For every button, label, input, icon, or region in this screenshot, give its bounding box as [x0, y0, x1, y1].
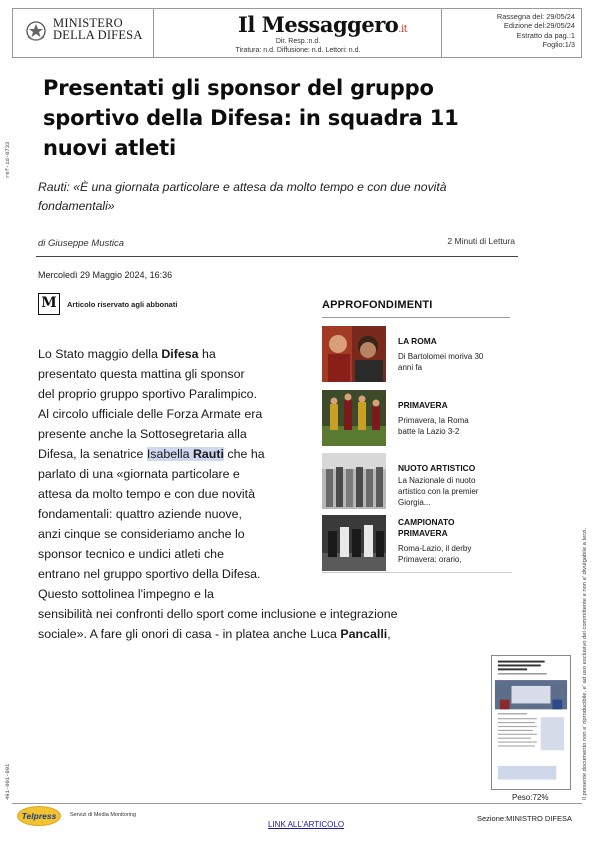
body-line: Lo Stato maggio della Difesa ha	[38, 347, 216, 361]
highlighted-name: Isabella Rauti	[146, 447, 224, 461]
weight-percentage: Peso:72%	[512, 793, 549, 802]
related-category: NUOTO ARTISTICO	[398, 463, 476, 473]
related-thumbnail	[322, 326, 386, 382]
approfondimenti-end-divider	[322, 572, 512, 573]
rassegna-date: Rassegna del: 29/05/24	[496, 12, 575, 21]
related-article-campionato[interactable]	[322, 515, 512, 571]
keyword-difesa: Difesa	[161, 347, 199, 361]
related-category: PRIMAVERA	[398, 400, 448, 410]
related-description: La Nazionale di nuoto artistico con la premier Giorgia...	[398, 476, 479, 507]
newspaper-logo	[238, 12, 407, 37]
footer-divider	[12, 803, 582, 804]
keyword-pancalli: Pancalli	[340, 627, 388, 641]
title-line: Presentati gli sponsor del gruppo	[43, 76, 434, 100]
related-category: CAMPIONATO PRIMAVERA	[398, 517, 455, 538]
ministry-line-1: MINISTERO	[53, 16, 123, 30]
related-description: Roma-Lazio, il derby Primavera: orario,	[398, 544, 472, 564]
edition-date: Edizione del:29/05/24	[503, 21, 575, 31]
body-line: Al circolo ufficiale delle Forza Armate era	[38, 407, 263, 421]
newspaper-logo-text: Il Messaggero	[238, 12, 399, 37]
body-line: anzi cinque se consideriamo anche lo	[38, 527, 245, 541]
related-article-roma[interactable]	[322, 326, 512, 382]
section-label: Sezione:MINISTRO DIFESA	[476, 814, 572, 823]
side-ref-code: ref-id-0733	[4, 141, 11, 178]
body-line: sociale». A fare gli onori di casa - in platea anche Luca Pancalli,	[38, 627, 391, 641]
republic-emblem-icon	[25, 19, 47, 43]
body-line: sponsor tecnico e undici atleti che	[38, 547, 224, 561]
body-line: parlato di una «giornata particolare e	[38, 467, 240, 481]
related-thumbnail	[322, 390, 386, 446]
circulation-info: Tiratura: n.d. Diffusione: n.d. Lettori: n.d.	[235, 47, 361, 54]
body-line: presentato questa mattina gli sponsor	[38, 367, 245, 381]
body-line: entrano nel gruppo sportivo della Difesa.	[38, 567, 261, 581]
ministry-name	[53, 17, 143, 41]
service-tagline: Servizi di Media Monitoring	[70, 812, 137, 818]
telpress-logo: Telpress	[17, 806, 61, 826]
article-link[interactable]: LINK ALL'ARTICOLO	[268, 820, 345, 829]
director-info: Dir. Resp.:n.d.	[275, 38, 321, 45]
body-line: Questo sottolinea l'impegno e la	[38, 587, 214, 601]
title-line: sportivo della Difesa: in squadra 11	[43, 106, 459, 130]
approfondimenti-heading: APPROFONDIMENTI	[322, 299, 433, 311]
newspaper-logo-suffix: .it	[398, 24, 408, 35]
related-description: Di Bartolomei moriva 30 anni fa	[398, 352, 484, 372]
related-description: Primavera, la Roma batte la Lazio 3-2	[398, 416, 469, 436]
extract-page: Estratto da pag.:1	[516, 30, 575, 40]
ministry-line-2: DELLA DIFESA	[53, 28, 143, 42]
press-header	[12, 8, 582, 58]
body-line: del proprio gruppo sportivo Paralimpico.	[38, 387, 258, 401]
author-byline: di Giuseppe Mustica	[38, 238, 125, 249]
related-thumbnail	[322, 453, 386, 509]
copyright-notice: Il presente documento non e' riproducibile, e' ad uso esclusivo del committente e non e' divulgabile a terzi.	[582, 527, 588, 800]
body-line: attesa da molto tempo e con due novità	[38, 487, 255, 501]
related-category: LA ROMA	[398, 336, 437, 346]
side-doc-code: 491-001-001	[4, 763, 11, 800]
messaggero-m-icon: M	[38, 293, 60, 315]
publish-date: Mercoledì 29 Maggio 2024, 16:36	[38, 270, 173, 280]
title-line: nuovi atleti	[43, 136, 177, 160]
page-preview-thumbnail[interactable]	[491, 655, 571, 790]
article-divider	[36, 256, 518, 257]
article-subtitle	[38, 178, 528, 216]
body-line: fondamentali: quattro aziende nuove,	[38, 507, 242, 521]
related-article-nuoto[interactable]	[322, 453, 512, 509]
subtitle-line: fondamentali»	[38, 199, 115, 213]
subscriber-only-label: Articolo riservato agli abbonati	[67, 300, 178, 309]
article-title	[43, 73, 513, 163]
related-article-primavera[interactable]	[322, 390, 512, 446]
body-line: sensibilità nei confronti dello sport come inclusione e integrazione	[38, 607, 398, 621]
body-line: presente anche la Sottosegretaria alla	[38, 427, 247, 441]
related-thumbnail	[322, 515, 386, 571]
read-time: 2 Minuti di Lettura	[447, 236, 515, 246]
body-line: Difesa, la senatrice Isabella Rauti che ha	[38, 447, 265, 461]
subtitle-line: Rauti: «È una giornata particolare e attesa da molto tempo e con due novità	[38, 180, 447, 194]
clipping-meta	[497, 12, 575, 49]
approfondimenti-divider	[322, 317, 510, 318]
sheet-number: Foglio:1/3	[542, 39, 575, 49]
